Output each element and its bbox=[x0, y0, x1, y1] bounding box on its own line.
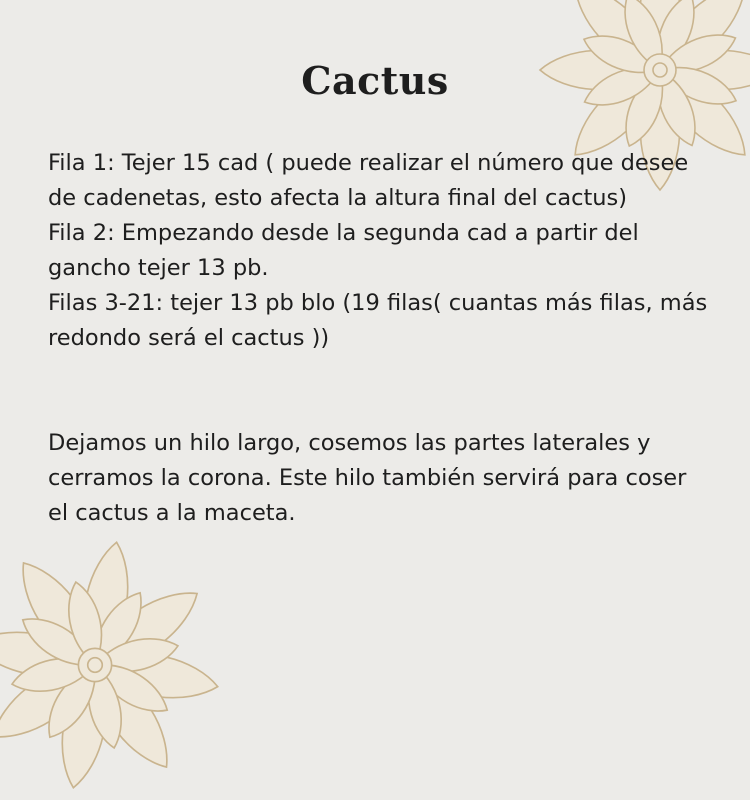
closing-instruction: Dejamos un hilo largo, cosemos las partes laterales y cerramos la corona. Este hilo también servirá para coser el cactus a la maceta. bbox=[48, 430, 687, 526]
instruction-row-2: Fila 2: Empezando desde la segunda cad a partir del gancho tejer 13 pb. bbox=[48, 220, 639, 281]
flower-decoration-bottom bbox=[0, 530, 230, 800]
instruction-row-3: Filas 3-21: tejer 13 pb blo (19 filas( cuantas más filas, más redondo será el cactus )) bbox=[48, 290, 708, 351]
page-title: Cactus bbox=[301, 58, 449, 103]
spacer bbox=[48, 356, 713, 426]
pattern-instructions bbox=[48, 146, 713, 531]
instruction-row-1: Fila 1: Tejer 15 cad ( puede realizar el número que desee de cadenetas, esto afecta la altura final del cactus) bbox=[48, 150, 689, 211]
